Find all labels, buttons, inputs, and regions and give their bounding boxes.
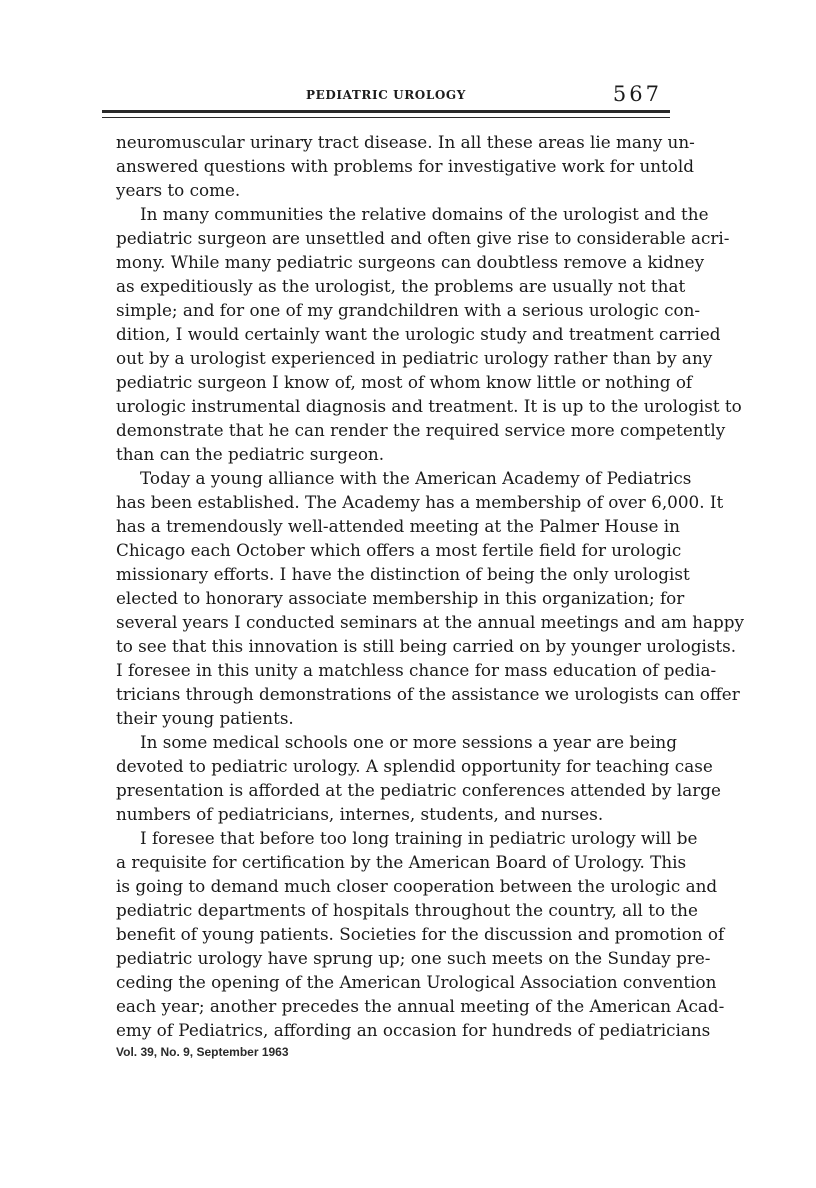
text-line: answered questions with problems for investigative work for untold: [116, 156, 695, 176]
text-line: as expeditiously as the urologist, the problems are usually not that: [116, 276, 686, 296]
text-line: demonstrate that he can render the required service more competently: [116, 420, 726, 440]
text-line: neuromuscular urinary tract disease. In all these areas lie many un-: [116, 132, 695, 152]
header-rule-thin: [102, 117, 670, 118]
text-line: Today a young alliance with the American Academy of Pediatrics: [140, 468, 692, 488]
text-line: urologic instrumental diagnosis and treatment. It is up to the urologist to: [116, 396, 742, 416]
running-head: PEDIATRIC UROLOGY: [306, 88, 466, 102]
text-line: Chicago each October which offers a most fertile field for urologic: [116, 540, 682, 560]
text-line: has a tremendously well-attended meeting at the Palmer House in: [116, 516, 680, 536]
text-line: than can the pediatric surgeon.: [116, 444, 385, 464]
text-line: devoted to pediatric urology. A splendid opportunity for teaching case: [116, 756, 713, 776]
text-line: numbers of pediatricians, internes, students, and nurses.: [116, 804, 604, 824]
text-line: their young patients.: [116, 708, 294, 728]
text-line: I foresee that before too long training in pediatric urology will be: [140, 828, 698, 848]
text-line: out by a urologist experienced in pediatric urology rather than by any: [116, 348, 713, 368]
text-line: presentation is afforded at the pediatric conferences attended by large: [116, 780, 721, 800]
text-line: I foresee in this unity a matchless chance for mass education of pedia-: [116, 660, 717, 680]
text-line: ceding the opening of the American Urological Association convention: [116, 972, 717, 992]
text-line: pediatric surgeon I know of, most of whom know little or nothing of: [116, 372, 693, 392]
text-line: pediatric departments of hospitals throughout the country, all to the: [116, 900, 698, 920]
text-line: tricians through demonstrations of the assistance we urologists can offer: [116, 684, 740, 704]
text-line: each year; another precedes the annual meeting of the American Acad-: [116, 996, 725, 1016]
page-number: 567: [612, 82, 662, 106]
text-line: elected to honorary associate membership in this organization; for: [116, 588, 685, 608]
footer-citation: Vol. 39, No. 9, September 1963: [116, 1045, 289, 1059]
text-line: to see that this innovation is still being carried on by younger urologists.: [116, 636, 737, 656]
header-rule-thick: [102, 110, 670, 113]
page-header: [102, 82, 670, 106]
text-line: is going to demand much closer cooperation between the urologic and: [116, 876, 718, 896]
text-line: a requisite for certification by the American Board of Urology. This: [116, 852, 687, 872]
text-line: pediatric surgeon are unsettled and often give rise to considerable acri-: [116, 228, 730, 248]
text-line: simple; and for one of my grandchildren with a serious urologic con-: [116, 300, 701, 320]
text-line: benefit of young patients. Societies for the discussion and promotion of: [116, 924, 725, 944]
text-line: emy of Pediatrics, affording an occasion for hundreds of pediatricians: [116, 1020, 711, 1040]
text-line: dition, I would certainly want the urologic study and treatment carried: [116, 324, 721, 344]
text-line: several years I conducted seminars at the annual meetings and am happy: [116, 612, 744, 632]
text-line: In some medical schools one or more sessions a year are being: [140, 732, 677, 752]
text-line: In many communities the relative domains of the urologist and the: [140, 204, 709, 224]
body-text: [116, 130, 744, 1042]
text-line: has been established. The Academy has a membership of over 6,000. It: [116, 492, 724, 512]
text-line: missionary efforts. I have the distinction of being the only urologist: [116, 564, 690, 584]
text-line: pediatric urology have sprung up; one such meets on the Sunday pre-: [116, 948, 711, 968]
text-line: years to come.: [116, 180, 241, 200]
text-line: mony. While many pediatric surgeons can doubtless remove a kidney: [116, 252, 705, 272]
